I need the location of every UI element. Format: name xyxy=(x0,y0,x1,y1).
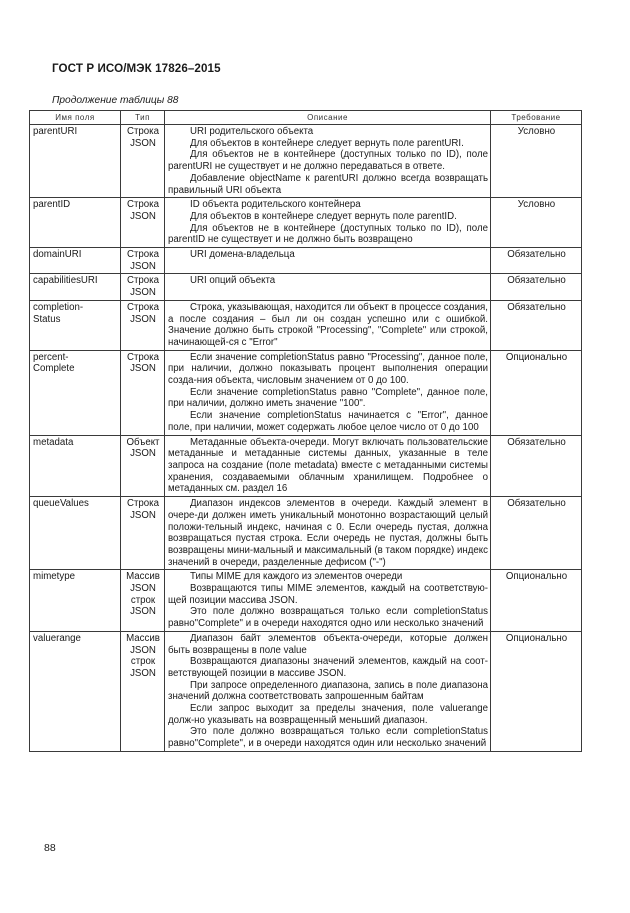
field-description: ID объекта родительского контейнера Для объектов в контейнере следует вернуть поле parentID. Для объектов не в контейнере (доступных только по ID), поле parentID не существует и не должно быть возвращено xyxy=(165,198,491,248)
field-name: parentURI xyxy=(30,125,121,198)
field-description: URI домена-владельца xyxy=(165,248,491,274)
field-name: queueValues xyxy=(30,497,121,570)
field-description: Метаданные объекта-очереди. Могут включать пользовательские метаданные и метаданные системы данных, указанные в теле запроса на создание (поле metadata) вместе с метаданными системы хранения, создаваемыми облачным хранилищем. Подробнее о метаданных см. раздел 16 xyxy=(165,435,491,497)
field-description: Типы MIME для каждого из элементов очереди Возвращаются типы MIME элементов, каждый на соответствую-щей позиции массива JSON. Это поле должно возвращаться только если completionStatus равно"Complete" и в очереди находятся одно или несколько значений xyxy=(165,570,491,632)
field-requirement: Опционально xyxy=(491,570,582,632)
field-requirement: Обязательно xyxy=(491,274,582,300)
field-type: Строка JSON xyxy=(121,274,165,300)
field-name: metadata xyxy=(30,435,121,497)
table-row xyxy=(30,350,582,435)
field-description: Диапазон индексов элементов в очереди. Каждый элемент в очере-ди должен иметь уникальный монотонно возрастающий целый положи-тельный индекс, начиная с 0. Если очередь пустая, должна возвращаться пустая строка. Если очередь не пустая, должны быть возвращены мини-мальный и максимальный (в таком порядке) индекс значений в очереди, разделенные дефисом ("-") xyxy=(165,497,491,570)
table-row xyxy=(30,570,582,632)
table-row xyxy=(30,198,582,248)
field-requirement: Опционально xyxy=(491,631,582,751)
column-header-type: Тип xyxy=(121,111,165,125)
field-description: Строка, указывающая, находится ли объект в процессе создания, а после создания – был ли он создан успешно или с ошибкой. Значение должно быть строкой "Processing", "Complete" или строкой, начинающей-ся с "Error" xyxy=(165,300,491,350)
page-number: 88 xyxy=(44,842,56,854)
table-row xyxy=(30,435,582,497)
field-type: Массив JSON строк JSON xyxy=(121,570,165,632)
table-header-row xyxy=(30,111,582,125)
specification-table xyxy=(29,110,582,752)
field-requirement: Опционально xyxy=(491,350,582,435)
field-type: Строка JSON xyxy=(121,198,165,248)
field-type: Массив JSON строк JSON xyxy=(121,631,165,751)
field-name: percent- Complete xyxy=(30,350,121,435)
table-row xyxy=(30,125,582,198)
column-header-description: Описание xyxy=(165,111,491,125)
table-row xyxy=(30,497,582,570)
table-row xyxy=(30,248,582,274)
field-description: URI родительского объекта Для объектов в контейнере следует вернуть поле parentURI. Для объектов не в контейнере (доступных только по ID), поле parentURI не существует и не должно передаваться в ответе. Добавление objectName к parentURI должно всегда возвращать правильный URI объекта xyxy=(165,125,491,198)
field-name: domainURI xyxy=(30,248,121,274)
document-header: ГОСТ Р ИСО/МЭК 17826–2015 xyxy=(52,62,221,75)
table-row xyxy=(30,274,582,300)
field-name: completion- Status xyxy=(30,300,121,350)
field-description: Если значение completionStatus равно "Processing", данное поле, при наличии, должно показывать процент выполнения операции созда-ния объекта, числовым значением от 0 до 100. Если значение completionStatus равно "Complete", данное поле, при наличии, должно иметь значение "100". Если значение completionStatus начинается с "Error", данное поле, при наличии, может содержать любое целое число от 0 до 100 xyxy=(165,350,491,435)
field-requirement: Обязательно xyxy=(491,248,582,274)
field-type: Строка JSON xyxy=(121,125,165,198)
column-header-name: Имя поля xyxy=(30,111,121,125)
field-requirement: Обязательно xyxy=(491,435,582,497)
field-name: valuerange xyxy=(30,631,121,751)
field-type: Строка JSON xyxy=(121,350,165,435)
table-row xyxy=(30,300,582,350)
field-description: Диапазон байт элементов объекта-очереди, которые должен быть возвращены в поле value Возвращаются диапазоны значений элементов, каждый на соот-ветствующей позиции в массиве JSON. При запросе определенного диапазона, запись в поле диапазона значений должна соответствовать запрошенным байтам Если запрос выходит за пределы значения, поле valuerange долж-но указывать на возвращенный меньший диапазон. Это поле должно возвращаться только если completionStatus равно"Complete", и в очереди находятся один или несколько значений xyxy=(165,631,491,751)
column-header-requirement: Требование xyxy=(491,111,582,125)
field-name: parentID xyxy=(30,198,121,248)
field-type: Строка JSON xyxy=(121,300,165,350)
field-name: capabilitiesURI xyxy=(30,274,121,300)
field-name: mimetype xyxy=(30,570,121,632)
table-caption: Продолжение таблицы 88 xyxy=(52,95,179,106)
table-row xyxy=(30,631,582,751)
field-type: Строка JSON xyxy=(121,497,165,570)
field-requirement: Условно xyxy=(491,198,582,248)
field-requirement: Условно xyxy=(491,125,582,198)
field-description: URI опций объекта xyxy=(165,274,491,300)
field-type: Объект JSON xyxy=(121,435,165,497)
field-type: Строка JSON xyxy=(121,248,165,274)
field-requirement: Обязательно xyxy=(491,497,582,570)
field-requirement: Обязательно xyxy=(491,300,582,350)
